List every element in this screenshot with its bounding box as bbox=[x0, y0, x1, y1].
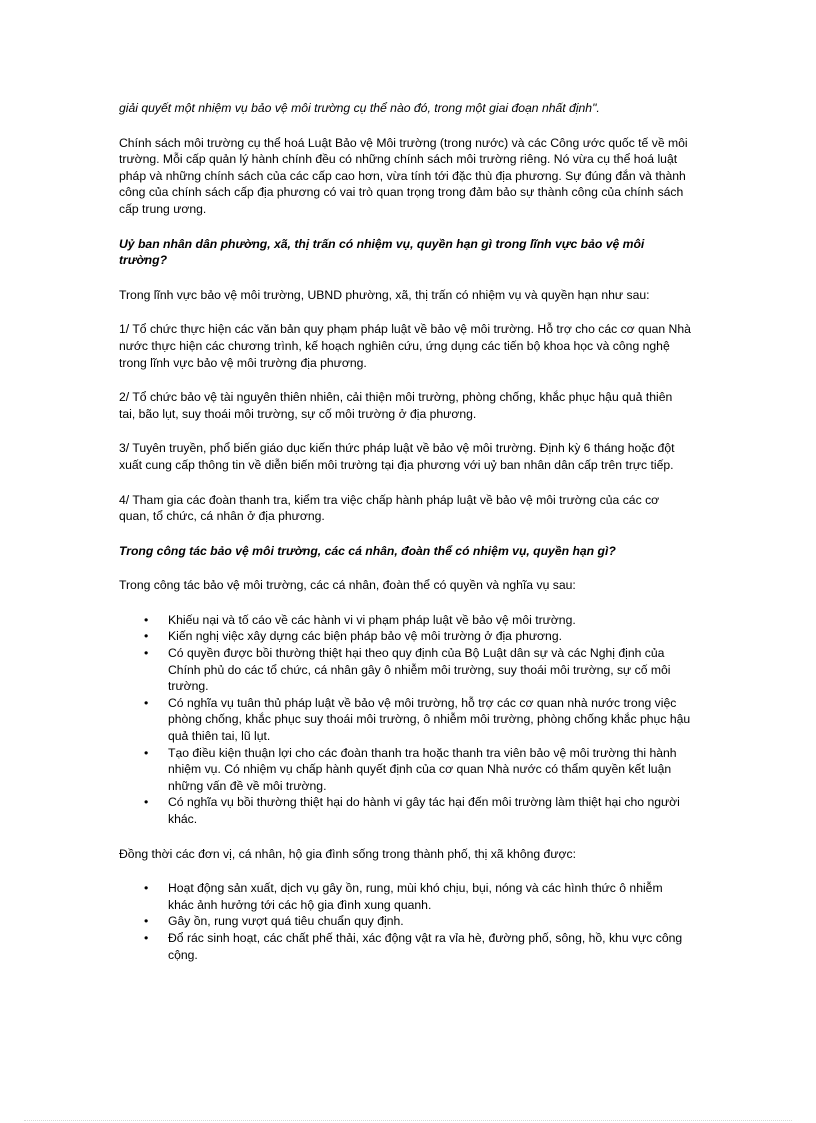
bullet-icon: • bbox=[144, 612, 149, 627]
bullet-icon: • bbox=[144, 646, 149, 661]
list-item bbox=[144, 930, 691, 963]
list-item-text: Đổ rác sinh hoạt, các chất phế thải, xác động vật ra vỉa hè, đường phố, sông, hồ, khu vực công cộng. bbox=[168, 930, 683, 962]
task-paragraph-3: 3/ Tuyên truyền, phổ biến giáo dục kiến thức pháp luật về bảo vệ môi trường. Định kỳ 6 tháng hoặc đột xuất cung cấp thông tin về diễn biến môi trường tại địa phương với uỷ ban nhân dân cấp trên trực tiếp. bbox=[119, 441, 675, 472]
bullet-icon: • bbox=[144, 914, 149, 929]
list-item bbox=[144, 612, 691, 629]
policy-paragraph: Chính sách môi trường cụ thể hoá Luật Bảo vệ Môi trường (trong nước) và các Công ước quốc tế về môi trường. Mỗi cấp quản lý hành chính đều có những chính sách môi trường riêng. Nó vừa cụ thể hoá luật pháp và những chính sách của các cấp cao hơn, vừa tính tới đặc thù địa phương. Sự đúng đắn và thành công của chính sách cấp địa phương có vai trò quan trọng trong đảm bảo sự thành công của chính sách cấp trung ương. bbox=[119, 135, 688, 216]
list-item bbox=[144, 645, 691, 695]
task-paragraph-1: 1/ Tổ chức thực hiện các văn bản quy phạm pháp luật về bảo vệ môi trường. Hỗ trợ cho các cơ quan Nhà nước thực hiện các chương trình, kế hoạch nghiên cứu, ứng dụng các tiến bộ khoa học và công nghệ trong lĩnh vực bảo vệ môi trường địa phương. bbox=[119, 322, 691, 370]
list-item-text: Có nghĩa vụ bồi thường thiệt hại do hành vi gây tác hại đến môi trường làm thiệt hại cho người khác. bbox=[168, 795, 680, 826]
list-item bbox=[144, 745, 691, 795]
rights-list bbox=[119, 612, 691, 828]
list-item-text: Tạo điều kiện thuận lợi cho các đoàn thanh tra hoặc thanh tra viên bảo vệ môi trường thi hành nhiệm vụ. Có nhiệm vụ chấp hành quyết định của cơ quan Nhà nước có thẩm quyền kết luận những vấn đề về môi trường. bbox=[168, 745, 677, 793]
rights-intro-paragraph: Trong công tác bảo vệ môi trường, các cá nhân, đoàn thể có quyền và nghĩa vụ sau: bbox=[119, 578, 576, 593]
list-item bbox=[144, 628, 691, 645]
bullet-icon: • bbox=[144, 930, 149, 945]
intro-paragraph: giải quyết một nhiệm vụ bảo vệ môi trường cụ thể nào đó, trong một giai đoạn nhất định". bbox=[119, 101, 600, 115]
section-heading-rights: Trong công tác bảo vệ môi trường, các cá nhân, đoàn thể có nhiệm vụ, quyền hạn gì? bbox=[119, 543, 616, 558]
prohibited-intro-paragraph: Đồng thời các đơn vị, cá nhân, hộ gia đình sống trong thành phố, thị xã không được: bbox=[119, 846, 576, 861]
list-item-text: Khiếu nại và tố cáo về các hành vi vi phạm pháp luật về bảo vệ môi trường. bbox=[168, 612, 576, 627]
bullet-icon: • bbox=[144, 881, 149, 896]
bullet-icon: • bbox=[144, 795, 149, 810]
bullet-icon: • bbox=[144, 745, 149, 760]
list-item bbox=[144, 913, 691, 930]
bullet-icon: • bbox=[144, 695, 149, 710]
task-paragraph-2: 2/ Tổ chức bảo vệ tài nguyên thiên nhiên, cải thiện môi trường, phòng chống, khắc phục hậu quả thiên tai, bão lụt, suy thoái môi trường, sự cố môi trường ở địa phương. bbox=[119, 390, 673, 421]
list-item-text: Có nghĩa vụ tuân thủ pháp luật về bảo vệ môi trường, hỗ trợ các cơ quan nhà nước trong việc phòng chống, khắc phục suy thoái môi trường, ô nhiễm môi trường, phòng chống khắc phục hậu quả thiên tai, lũ lụt. bbox=[168, 695, 691, 744]
list-item bbox=[144, 695, 691, 745]
ubnd-intro-paragraph: Trong lĩnh vực bảo vệ môi trường, UBND phường, xã, thị trấn có nhiệm vụ và quyền hạn như sau: bbox=[119, 287, 650, 302]
section-heading-ubnd: Uỷ ban nhân dân phường, xã, thị trấn có nhiệm vụ, quyền hạn gì trong lĩnh vực bảo vệ môi trường? bbox=[119, 236, 645, 268]
document-page bbox=[119, 100, 691, 981]
list-item bbox=[144, 880, 691, 913]
page-bottom-rule bbox=[24, 1120, 792, 1121]
list-item-text: Gây ồn, rung vượt quá tiêu chuẩn quy định. bbox=[168, 914, 404, 929]
task-paragraph-4: 4/ Tham gia các đoàn thanh tra, kiểm tra việc chấp hành pháp luật về bảo vệ môi trường của các cơ quan, tổ chức, cá nhân ở địa phương. bbox=[119, 492, 660, 524]
prohibited-list bbox=[119, 880, 691, 963]
list-item bbox=[144, 794, 691, 827]
list-item-text: Kiến nghị việc xây dựng các biện pháp bảo vệ môi trường ở địa phương. bbox=[168, 629, 562, 644]
list-item-text: Hoạt động sản xuất, dịch vụ gây ồn, rung, mùi khó chịu, bụi, nóng và các hình thức ô nhiễm khác ảnh hưởng tới các hộ gia đình xung quanh. bbox=[168, 881, 663, 912]
list-item-text: Có quyền được bồi thường thiệt hại theo quy định của Bộ Luật dân sự và các Nghị định của Chính phủ do các tổ chức, cá nhân gây ô nhiễm môi trường, suy thoái môi trường, sự cố môi trường. bbox=[168, 646, 671, 694]
bullet-icon: • bbox=[144, 629, 149, 644]
